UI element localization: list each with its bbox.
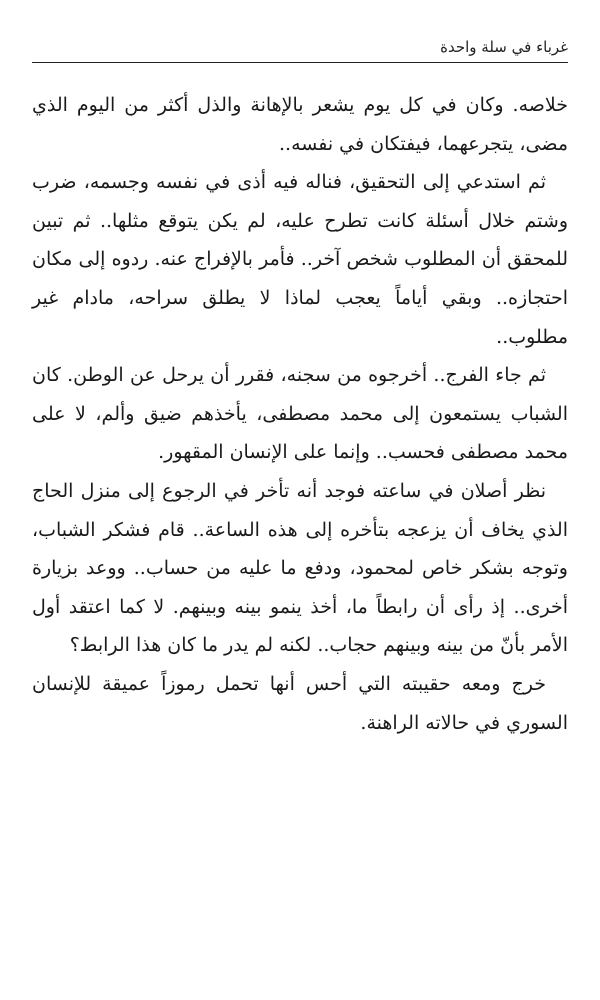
paragraph: خلاصه. وكان في كل يوم يشعر بالإهانة والذل أكثر من اليوم الذي مضى، يتجرعهما، فيفتكان في نفسه.. xyxy=(32,94,568,155)
paragraph: ثم جاء الفرج.. أخرجوه من سجنه، فقرر أن يرحل عن الوطن. كان الشباب يستمعون إلى محمد مصطفى، يأخذهم ضيق وألم، لا على محمد مصطفى فحسب.. وإنما على الإنسان المقهور. xyxy=(32,364,568,464)
body-text xyxy=(32,86,568,742)
paragraph: نظر أصلان في ساعته فوجد أنه تأخر في الرجوع إلى منزل الحاج الذي يخاف أن يزعجه بتأخره إلى هذه الساعة.. قام فشكر الشباب، وتوجه بشكر خاص لمحمود، ودفع ما عليه من حساب.. ووعد بزيارة أخرى.. إذ رأى أن رابطاً ما، أخذ ينمو بينه وبينهم. لا كما اعتقد أول الأمر بأنّ من بينه وبينهم حجاب.. لكنه لم يدر ما كان هذا الرابط؟ xyxy=(32,479,568,657)
paragraph: ثم استدعي إلى التحقيق، فناله فيه أذى في نفسه وجسمه، ضرب وشتم خلال أسئلة كانت تطرح عليه، لم يكن يتوقع مثلها.. ثم تبين للمحقق أن المطلوب شخص آخر.. فأمر بالإفراج عنه. ردوه إلى مكان احتجازه.. وبقي أياماً يعجب لماذا لا يطلق سراحه، مادام غير مطلوب.. xyxy=(32,171,568,348)
running-title: غرباء في سلة واحدة xyxy=(440,38,568,56)
paragraph: خرج ومعه حقيبته التي أحس أنها تحمل رموزاً عميقة للإنسان السوري في حالاته الراهنة. xyxy=(32,672,568,734)
running-header xyxy=(32,32,568,63)
